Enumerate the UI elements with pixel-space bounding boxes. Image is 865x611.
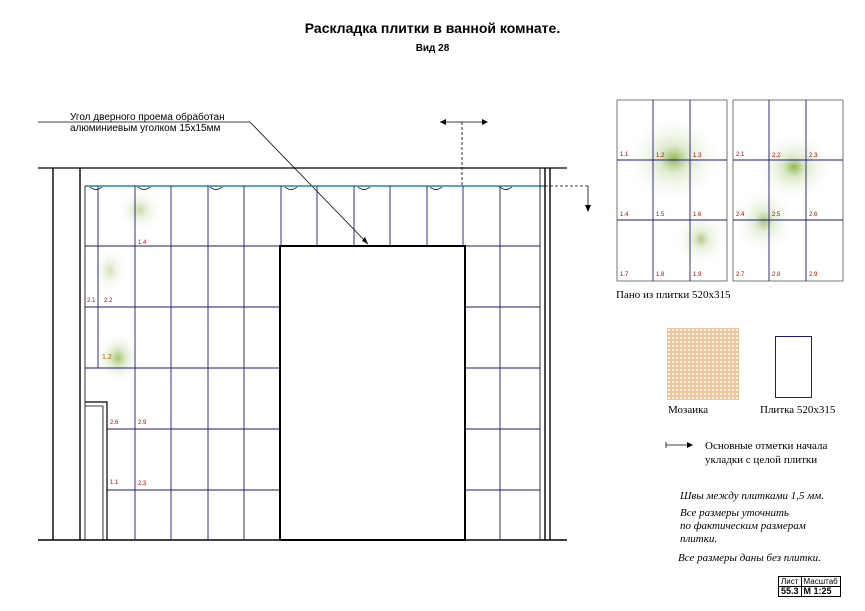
ceiling-lamps (90, 187, 512, 190)
wall-tile-label: 2.2 (104, 298, 113, 304)
wall-tile-label: 2.3 (138, 481, 147, 487)
tile-swatch (775, 336, 812, 398)
note-seams: Швы между плитками 1,5 мм. (680, 490, 825, 502)
start-mark-arrowhead-left (440, 119, 446, 125)
tile-label: Плитка 520х315 (760, 404, 836, 416)
pano-tile-label: 2.1 (736, 152, 745, 158)
niche-outline (85, 402, 107, 540)
pano-tile-label: 1.8 (656, 272, 665, 278)
wall-tile-label: 1.1 (110, 480, 119, 486)
note-verify-line-3: плитки. (680, 533, 718, 545)
mosaic-label: Мозаика (668, 404, 709, 416)
leader-arrowhead (362, 237, 368, 244)
pano-tile-label: 1.4 (620, 212, 629, 218)
pano-tile-label: 2.6 (809, 212, 818, 218)
pano-tile-label: 2.8 (772, 272, 781, 278)
pano-tile-label: 2.5 (772, 212, 781, 218)
scale-label: Масштаб (801, 577, 840, 587)
wall-tile-label: 2.6 (110, 420, 119, 426)
pano-left (617, 100, 729, 281)
wall-tile-label: 2.9 (138, 420, 147, 426)
wall-tile-label: 1.4 (138, 240, 147, 246)
sheet-stamp (778, 576, 841, 597)
start-mark-legend (705, 439, 827, 467)
start-mark-arrowhead-right (482, 119, 488, 125)
annotation-line-1: Угол дверного проема обработан (70, 112, 225, 123)
pano-tile-label: 1.9 (693, 272, 702, 278)
sheet-label: Лист (779, 577, 802, 587)
note-verify (680, 507, 806, 546)
page-title: Раскладка плитки в ванной комнате. (304, 20, 561, 36)
pano-tile-label: 2.9 (809, 272, 818, 278)
start-mark-arrowhead (585, 205, 591, 212)
start-mark-legend-line-2: укладки с целой плитки (705, 454, 818, 466)
pano-tile-label: 2.3 (809, 153, 818, 159)
pano-tile-label: 1.1 (620, 152, 629, 158)
pano-panels (616, 99, 846, 283)
mosaic-swatch (667, 328, 739, 400)
flower-image (92, 246, 128, 294)
pano-tile-label: 2.7 (736, 272, 745, 278)
view-label: Вид 28 (415, 43, 450, 54)
pano-tile-label: 1.6 (693, 212, 702, 218)
wall-tile-label: 2.1 (87, 298, 96, 304)
pano-tile-label: 1.2 (656, 153, 665, 159)
flower-image (116, 188, 164, 232)
pano-tile-label: 1.7 (620, 272, 629, 278)
start-mark-legend-line-1: Основные отметки начала (705, 440, 828, 452)
door-opening (280, 246, 465, 540)
pano-tile-label: 2.2 (772, 153, 781, 159)
note-dimensions: Все размеры даны без плитки. (678, 552, 821, 564)
note-verify-line-1: Все размеры уточнить (680, 507, 789, 519)
pano-tile-label: 1.3 (693, 153, 702, 159)
pano-right (732, 100, 843, 281)
note-verify-line-2: по фактическим размерам (680, 520, 806, 532)
scale-value: М 1:25 (801, 587, 840, 597)
start-mark-arrow-icon (665, 440, 695, 450)
pano-caption: Пано из плитки 520х315 (616, 289, 731, 301)
pano-tile-label: 2.4 (736, 212, 745, 218)
sheet-value: 55.3 (779, 587, 802, 597)
niche-inner (85, 406, 103, 540)
wall-tile-label: 1.2 (102, 354, 112, 361)
pano-tile-label: 1.5 (656, 212, 665, 218)
leader-line-diagonal (250, 122, 368, 244)
annotation-line-2: алюминиевым уголком 15х15мм (70, 123, 221, 134)
